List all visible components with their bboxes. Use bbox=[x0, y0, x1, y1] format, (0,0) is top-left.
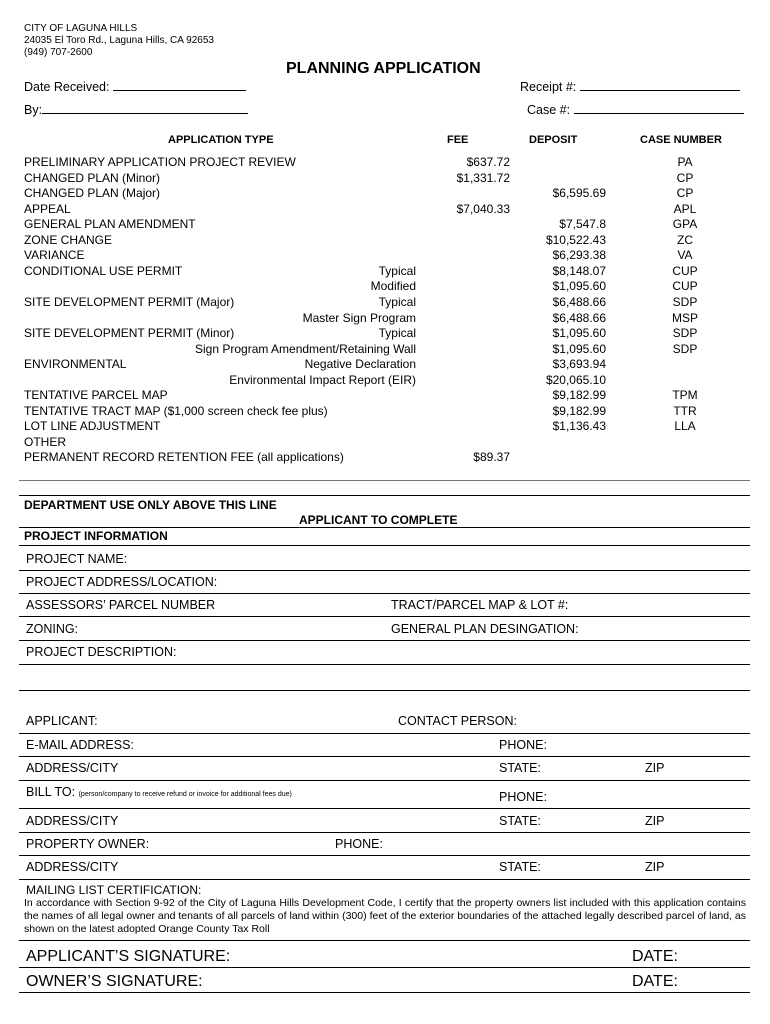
application-type-cell: APPEAL bbox=[24, 201, 71, 216]
owner-date-label[interactable]: DATE: bbox=[632, 973, 678, 990]
deposit-cell: $1,136.43 bbox=[552, 419, 606, 434]
case-number-cell: CP bbox=[676, 170, 694, 185]
fee-table-row bbox=[24, 295, 734, 310]
fee-cell: $637.72 bbox=[466, 155, 510, 169]
project-address-label[interactable]: PROJECT ADDRESS/LOCATION: bbox=[26, 575, 218, 589]
column-deposit: DEPOSIT bbox=[529, 134, 578, 146]
application-type-cell: CHANGED PLAN (Major) bbox=[24, 186, 161, 201]
receipt-label: Receipt #: bbox=[520, 80, 577, 94]
divider bbox=[19, 616, 750, 617]
bill-to-field[interactable] bbox=[26, 785, 292, 799]
application-type-cell: GENERAL PLAN AMENDMENT bbox=[24, 217, 196, 232]
org-phone: (949) 707-2600 bbox=[24, 47, 93, 58]
case-number-cell: SDP bbox=[672, 341, 698, 356]
application-type-cell: SITE DEVELOPMENT PERMIT (Major) bbox=[24, 294, 235, 309]
owner-signature-label[interactable]: OWNER’S SIGNATURE: bbox=[26, 973, 203, 990]
column-fee: FEE bbox=[447, 134, 469, 146]
fee-cell: $1,331.72 bbox=[456, 170, 510, 185]
org-address: 24035 El Toro Rd., Laguna Hills, CA 92653 bbox=[24, 35, 214, 46]
column-application-type: APPLICATION TYPE bbox=[168, 134, 274, 146]
applicant-zip-label[interactable]: ZIP bbox=[645, 761, 665, 775]
divider bbox=[19, 545, 750, 546]
bill-to-state-label[interactable]: STATE: bbox=[499, 814, 541, 828]
fee-table-row bbox=[24, 279, 734, 294]
bill-to-phone-label[interactable]: PHONE: bbox=[499, 790, 547, 804]
date-received-line bbox=[113, 79, 246, 91]
divider bbox=[19, 967, 750, 968]
application-type-cell: TENTATIVE PARCEL MAP bbox=[24, 388, 168, 403]
applicant-address-label[interactable]: ADDRESS/CITY bbox=[26, 761, 119, 775]
owner-zip-label[interactable]: ZIP bbox=[645, 860, 665, 874]
fee-table-row bbox=[24, 155, 734, 170]
fee-table-row bbox=[24, 233, 734, 248]
divider bbox=[19, 879, 750, 880]
deposit-cell: $6,595.69 bbox=[552, 186, 606, 201]
deposit-cell: $6,488.66 bbox=[552, 294, 606, 309]
deposit-cell: $9,182.99 bbox=[552, 403, 606, 418]
divider bbox=[19, 480, 750, 481]
application-type-cell: ZONE CHANGE bbox=[24, 232, 113, 247]
deposit-cell: $7,547.8 bbox=[559, 217, 606, 232]
by-field[interactable] bbox=[24, 102, 248, 117]
page-title: PLANNING APPLICATION bbox=[286, 60, 481, 77]
case-number-cell: APL bbox=[673, 201, 697, 216]
fee-table-row bbox=[24, 373, 734, 388]
divider bbox=[19, 756, 750, 757]
application-subtype-cell: Typical bbox=[378, 263, 416, 278]
application-type-cell: OTHER bbox=[24, 434, 66, 449]
phone-label[interactable]: PHONE: bbox=[499, 738, 547, 752]
date-received-label: Date Received: bbox=[24, 80, 110, 94]
divider bbox=[19, 780, 750, 781]
by-label: By: bbox=[24, 103, 43, 117]
deposit-cell: $1,095.60 bbox=[552, 341, 606, 356]
application-subtype-cell: Typical bbox=[378, 326, 416, 341]
deposit-cell: $6,488.66 bbox=[552, 310, 606, 325]
application-type-cell: ENVIRONMENTAL bbox=[24, 357, 127, 372]
applicant-signature-label[interactable]: APPLICANT’S SIGNATURE: bbox=[26, 948, 231, 965]
divider bbox=[19, 855, 750, 856]
bill-to-label: BILL TO: bbox=[26, 785, 76, 799]
case-number-cell: CP bbox=[676, 186, 694, 201]
deposit-cell: $1,095.60 bbox=[552, 279, 606, 294]
application-subtype-cell: Environmental Impact Report (EIR) bbox=[229, 372, 416, 387]
divider bbox=[19, 527, 750, 528]
date-received-field[interactable] bbox=[24, 79, 246, 94]
deposit-cell: $1,095.60 bbox=[552, 326, 606, 341]
mailing-certification-text: In accordance with Section 9-92 of the City of Laguna Hills Development Code, I certify that the property owners list included with this application contains the names of all legal owner and tenants of all parcels of land within (300) feet of the exterior boundaries of the attached legally described parcel of land, as shown on the latest adopted Orange County Tax Roll bbox=[24, 897, 746, 935]
project-name-label[interactable]: PROJECT NAME: bbox=[26, 552, 128, 566]
owner-state-label[interactable]: STATE: bbox=[499, 860, 541, 874]
application-type-cell: LOT LINE ADJUSTMENT bbox=[24, 419, 161, 434]
contact-person-label[interactable]: CONTACT PERSON: bbox=[398, 714, 517, 728]
application-subtype-cell: Master Sign Program bbox=[302, 310, 416, 325]
receipt-line bbox=[580, 79, 740, 91]
application-type-cell: CONDITIONAL USE PERMIT bbox=[24, 263, 183, 278]
fee-table-row bbox=[24, 435, 734, 450]
deposit-cell: $6,293.38 bbox=[552, 248, 606, 263]
tract-label[interactable]: TRACT/PARCEL MAP & LOT #: bbox=[391, 598, 569, 612]
email-label[interactable]: E-MAIL ADDRESS: bbox=[26, 738, 134, 752]
column-case-number: CASE NUMBER bbox=[640, 134, 722, 146]
case-number-cell: LLA bbox=[674, 419, 696, 434]
apn-label[interactable]: ASSESSORS’ PARCEL NUMBER bbox=[26, 598, 216, 612]
application-type-cell: TENTATIVE TRACT MAP ($1,000 screen check fee plus) bbox=[24, 403, 328, 418]
fee-table-row bbox=[24, 404, 734, 419]
applicant-to-complete: APPLICANT TO COMPLETE bbox=[299, 513, 458, 527]
deposit-cell: $20,065.10 bbox=[545, 372, 606, 387]
project-info-heading: PROJECT INFORMATION bbox=[24, 529, 168, 543]
bill-to-note: (person/company to receive refund or invoice for additional fees due) bbox=[78, 791, 292, 798]
case-number-cell: ZC bbox=[677, 232, 693, 247]
fee-cell: $89.37 bbox=[473, 450, 510, 465]
divider bbox=[19, 940, 750, 941]
project-description-label[interactable]: PROJECT DESCRIPTION: bbox=[26, 645, 177, 659]
mailing-heading: MAILING LIST CERTIFICATION: bbox=[26, 883, 202, 897]
application-type-cell: CHANGED PLAN (Minor) bbox=[24, 170, 161, 185]
fee-table-row bbox=[24, 264, 734, 279]
application-type-cell: PERMANENT RECORD RETENTION FEE (all applications) bbox=[24, 450, 344, 465]
general-plan-label[interactable]: GENERAL PLAN DESINGATION: bbox=[391, 622, 579, 636]
department-use-note: DEPARTMENT USE ONLY ABOVE THIS LINE bbox=[24, 498, 277, 512]
fee-table-row bbox=[24, 248, 734, 263]
case-line bbox=[574, 102, 744, 114]
case-number-cell: MSP bbox=[671, 310, 698, 325]
divider bbox=[19, 664, 750, 665]
owner-phone-label[interactable]: PHONE: bbox=[335, 837, 383, 851]
deposit-cell: $10,522.43 bbox=[545, 232, 606, 247]
deposit-cell: $3,693.94 bbox=[552, 357, 606, 372]
owner-address-label[interactable]: ADDRESS/CITY bbox=[26, 860, 119, 874]
applicant-state-label[interactable]: STATE: bbox=[499, 761, 541, 775]
fee-cell: $7,040.33 bbox=[456, 201, 510, 216]
divider bbox=[19, 992, 750, 993]
case-number-cell: CUP bbox=[672, 279, 698, 294]
by-line bbox=[42, 102, 248, 114]
applicant-date-label[interactable]: DATE: bbox=[632, 948, 678, 965]
fee-table-row bbox=[24, 357, 734, 372]
application-type-cell: SITE DEVELOPMENT PERMIT (Minor) bbox=[24, 326, 235, 341]
divider bbox=[19, 570, 750, 571]
deposit-cell: $9,182.99 bbox=[552, 388, 606, 403]
application-subtype-cell: Negative Declaration bbox=[304, 357, 416, 372]
applicant-label[interactable]: APPLICANT: bbox=[26, 714, 98, 728]
divider bbox=[19, 808, 750, 809]
case-field[interactable] bbox=[527, 102, 744, 117]
bill-to-zip-label[interactable]: ZIP bbox=[645, 814, 665, 828]
application-subtype-cell: Typical bbox=[378, 294, 416, 309]
application-type-cell: VARIANCE bbox=[24, 248, 85, 263]
property-owner-label[interactable]: PROPERTY OWNER: bbox=[26, 837, 150, 851]
divider bbox=[19, 690, 750, 691]
case-number-cell: PA bbox=[677, 155, 693, 169]
divider bbox=[19, 733, 750, 734]
case-number-cell: SDP bbox=[672, 326, 698, 341]
fee-table-row bbox=[24, 311, 734, 326]
application-type-cell: PRELIMINARY APPLICATION PROJECT REVIEW bbox=[24, 155, 296, 169]
case-number-cell: VA bbox=[677, 248, 693, 263]
fee-table-row bbox=[24, 326, 734, 341]
divider bbox=[19, 593, 750, 594]
case-label: Case #: bbox=[527, 103, 571, 117]
case-number-cell: CUP bbox=[672, 263, 698, 278]
application-subtype-cell: Modified bbox=[370, 279, 416, 294]
receipt-field[interactable] bbox=[520, 79, 740, 94]
divider bbox=[19, 640, 750, 641]
fee-table-row bbox=[24, 217, 734, 232]
fee-table-row bbox=[24, 186, 734, 201]
case-number-cell: TPM bbox=[672, 388, 698, 403]
divider bbox=[19, 832, 750, 833]
fee-table-row bbox=[24, 171, 734, 186]
case-number-cell: TTR bbox=[673, 403, 697, 418]
bill-to-address-label[interactable]: ADDRESS/CITY bbox=[26, 814, 119, 828]
application-subtype-cell: Sign Program Amendment/Retaining Wall bbox=[195, 341, 416, 356]
fee-table-row bbox=[24, 342, 734, 357]
case-number-cell: SDP bbox=[672, 294, 698, 309]
fee-table-row bbox=[24, 388, 734, 403]
case-number-cell: GPA bbox=[672, 217, 698, 232]
fee-table-row bbox=[24, 202, 734, 217]
org-name: CITY OF LAGUNA HILLS bbox=[24, 23, 138, 34]
zoning-label[interactable]: ZONING: bbox=[26, 622, 79, 636]
deposit-cell: $8,148.07 bbox=[552, 263, 606, 278]
fee-table-row bbox=[24, 419, 734, 434]
department-divider bbox=[19, 495, 750, 496]
fee-table-row bbox=[24, 450, 734, 465]
